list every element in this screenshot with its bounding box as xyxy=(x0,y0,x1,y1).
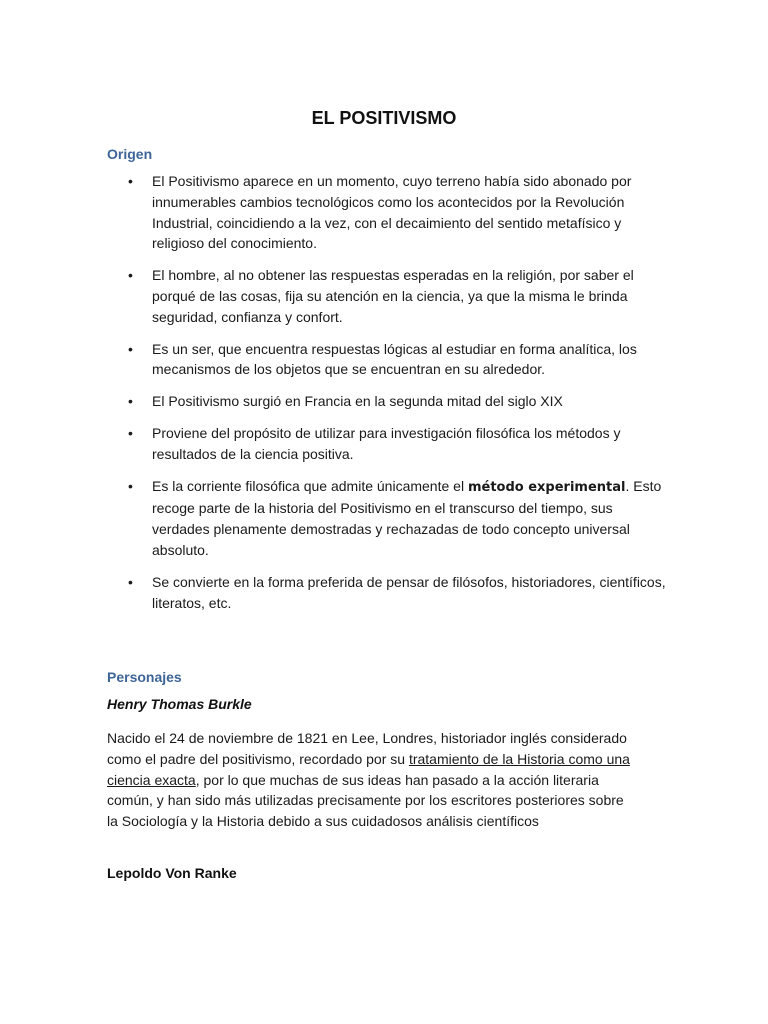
bullet-text: Es un ser, que encuentra respuestas lógicas al estudiar en forma analítica, los mecanismos de los objetos que se encuentran en su alrededor. xyxy=(152,340,637,378)
bullet-item xyxy=(0,339,672,381)
bullet-item xyxy=(0,572,672,614)
bio-text-pre: Nacido el 24 de noviembre de 1821 en Lee, Londres, historiador inglés considerado como el padre del positivismo, recordado por su xyxy=(107,730,627,767)
person-name-ranke: Lepoldo Von Ranke xyxy=(107,865,237,881)
bullet-icon: • xyxy=(128,173,133,189)
bullet-text-pre: Es la corriente filosófica que admite únicamente el xyxy=(152,477,468,494)
bullet-icon: • xyxy=(128,267,133,284)
bullet-item xyxy=(0,265,672,327)
bullet-icon: • xyxy=(128,424,133,441)
section-heading-personajes: Personajes xyxy=(107,669,182,685)
bullet-icon: • xyxy=(128,340,133,357)
document-title: EL POSITIVISMO xyxy=(311,108,457,128)
bullet-icon: • xyxy=(128,573,133,590)
bio-link[interactable]: tratamiento de la Historia como una ciencia exacta xyxy=(107,750,630,788)
bullet-item xyxy=(0,476,672,561)
person-name-burkle: Henry Thomas Burkle xyxy=(107,696,252,712)
section-heading-origen: Origen xyxy=(107,146,153,162)
bullet-text-post: . Esto recoge parte de la historia del Positivismo en el transcurso del tiempo, sus verdades plenamente demostradas y rechazadas de todo concepto universal absoluto. xyxy=(152,477,662,558)
bullet-text: El hombre, al no obtener las respuestas esperadas en la religión, por saber el porqué de las cosas, fija su atención en la ciencia, ya que la misma le brinda seguridad, confianza y confort. xyxy=(152,267,634,325)
bullet-icon: • xyxy=(128,393,133,410)
bio-text-post: , por lo que muchas de sus ideas han pasado a la acción literaria común, y han sido más utilizadas precisamente por los escritores posteriores sobre la Sociología y la Historia debido a sus cuidadosos análisis científicos xyxy=(107,771,624,830)
bullet-text xyxy=(152,478,661,558)
bullet-icon: • xyxy=(128,477,133,494)
origen-bullet-list xyxy=(0,171,768,624)
bullet-item xyxy=(0,171,672,254)
bold-term: método experimental xyxy=(467,479,626,495)
bullet-text: El Positivismo surgió en Francia en la segunda mitad del siglo XIX xyxy=(152,393,563,410)
bullet-text: Proviene del propósito de utilizar para investigación filosófica los métodos y resultados de la ciencia positiva. xyxy=(152,424,621,462)
bullet-item xyxy=(0,391,672,412)
bullet-text: El Positivismo aparece en un momento, cuyo terreno había sido abonado por innumerables cambios tecnológicos como los acontecidos por la Revolución Industrial, coincidiendo a la vez, con el decaimiento del sentido metafísico y religioso del conocimiento. xyxy=(152,173,632,252)
person-bio-burkle xyxy=(107,728,637,832)
bullet-item xyxy=(0,423,672,465)
bullet-text: Se convierte en la forma preferida de pensar de filósofos, historiadores, científicos, literatos, etc. xyxy=(152,573,666,611)
